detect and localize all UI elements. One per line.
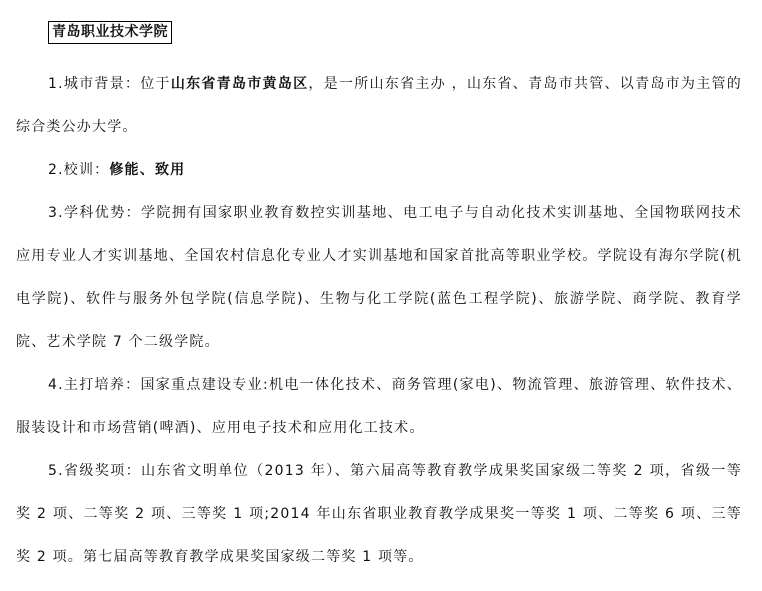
paragraph-city-background xyxy=(16,63,742,149)
city-background-suffix: ，是一所山东省主办 ，山东省、青岛市共管、以青岛市为主管的综合类公办大学。 xyxy=(16,76,742,135)
paragraph-motto xyxy=(16,149,742,192)
paragraph-key-programs: 4.主打培养：国家重点建设专业:机电一体化技术、商务管理(家电)、物流管理、旅游管理、软件技术、服装设计和市场营销(啤酒)、应用电子技术和应用化工技术。 xyxy=(16,377,742,436)
paragraph-discipline-advantages: 3.学科优势：学院拥有国家职业教育数控实训基地、电工电子与自动化技术实训基地、全国物联网技术应用专业人才实训基地、全国农村信息化专业人才实训基地和国家首批高等职业学校。学院设有海尔学院(机电学院)、软件与服务外包学院(信息学院)、生物与化工学院(蓝色工程学院)、旅游学院、商学院、教育学院、艺术学院 7 个二级学院。 xyxy=(16,205,742,350)
document-body xyxy=(16,63,742,579)
city-location: 山东省青岛市黄岛区 xyxy=(170,76,309,92)
motto-label: 2.校训： xyxy=(48,162,110,178)
paragraph-provincial-awards: 5.省级奖项：山东省文明单位（2013 年）、第六届高等教育教学成果奖国家级二等奖 2 项，省级一等奖 2 项、二等奖 2 项、三等奖 1 项;2014 年山东省职业教育教学成果奖一等奖 1 项、二等奖 6 项、三等奖 2 项。第七届高等教育教学成果奖国家级二等奖 1 项等。 xyxy=(16,463,742,565)
motto-value: 修能、致用 xyxy=(109,162,186,178)
city-background-prefix: 1.城市背景：位于 xyxy=(48,76,171,92)
document-title: 青岛职业技术学院 xyxy=(48,21,172,44)
